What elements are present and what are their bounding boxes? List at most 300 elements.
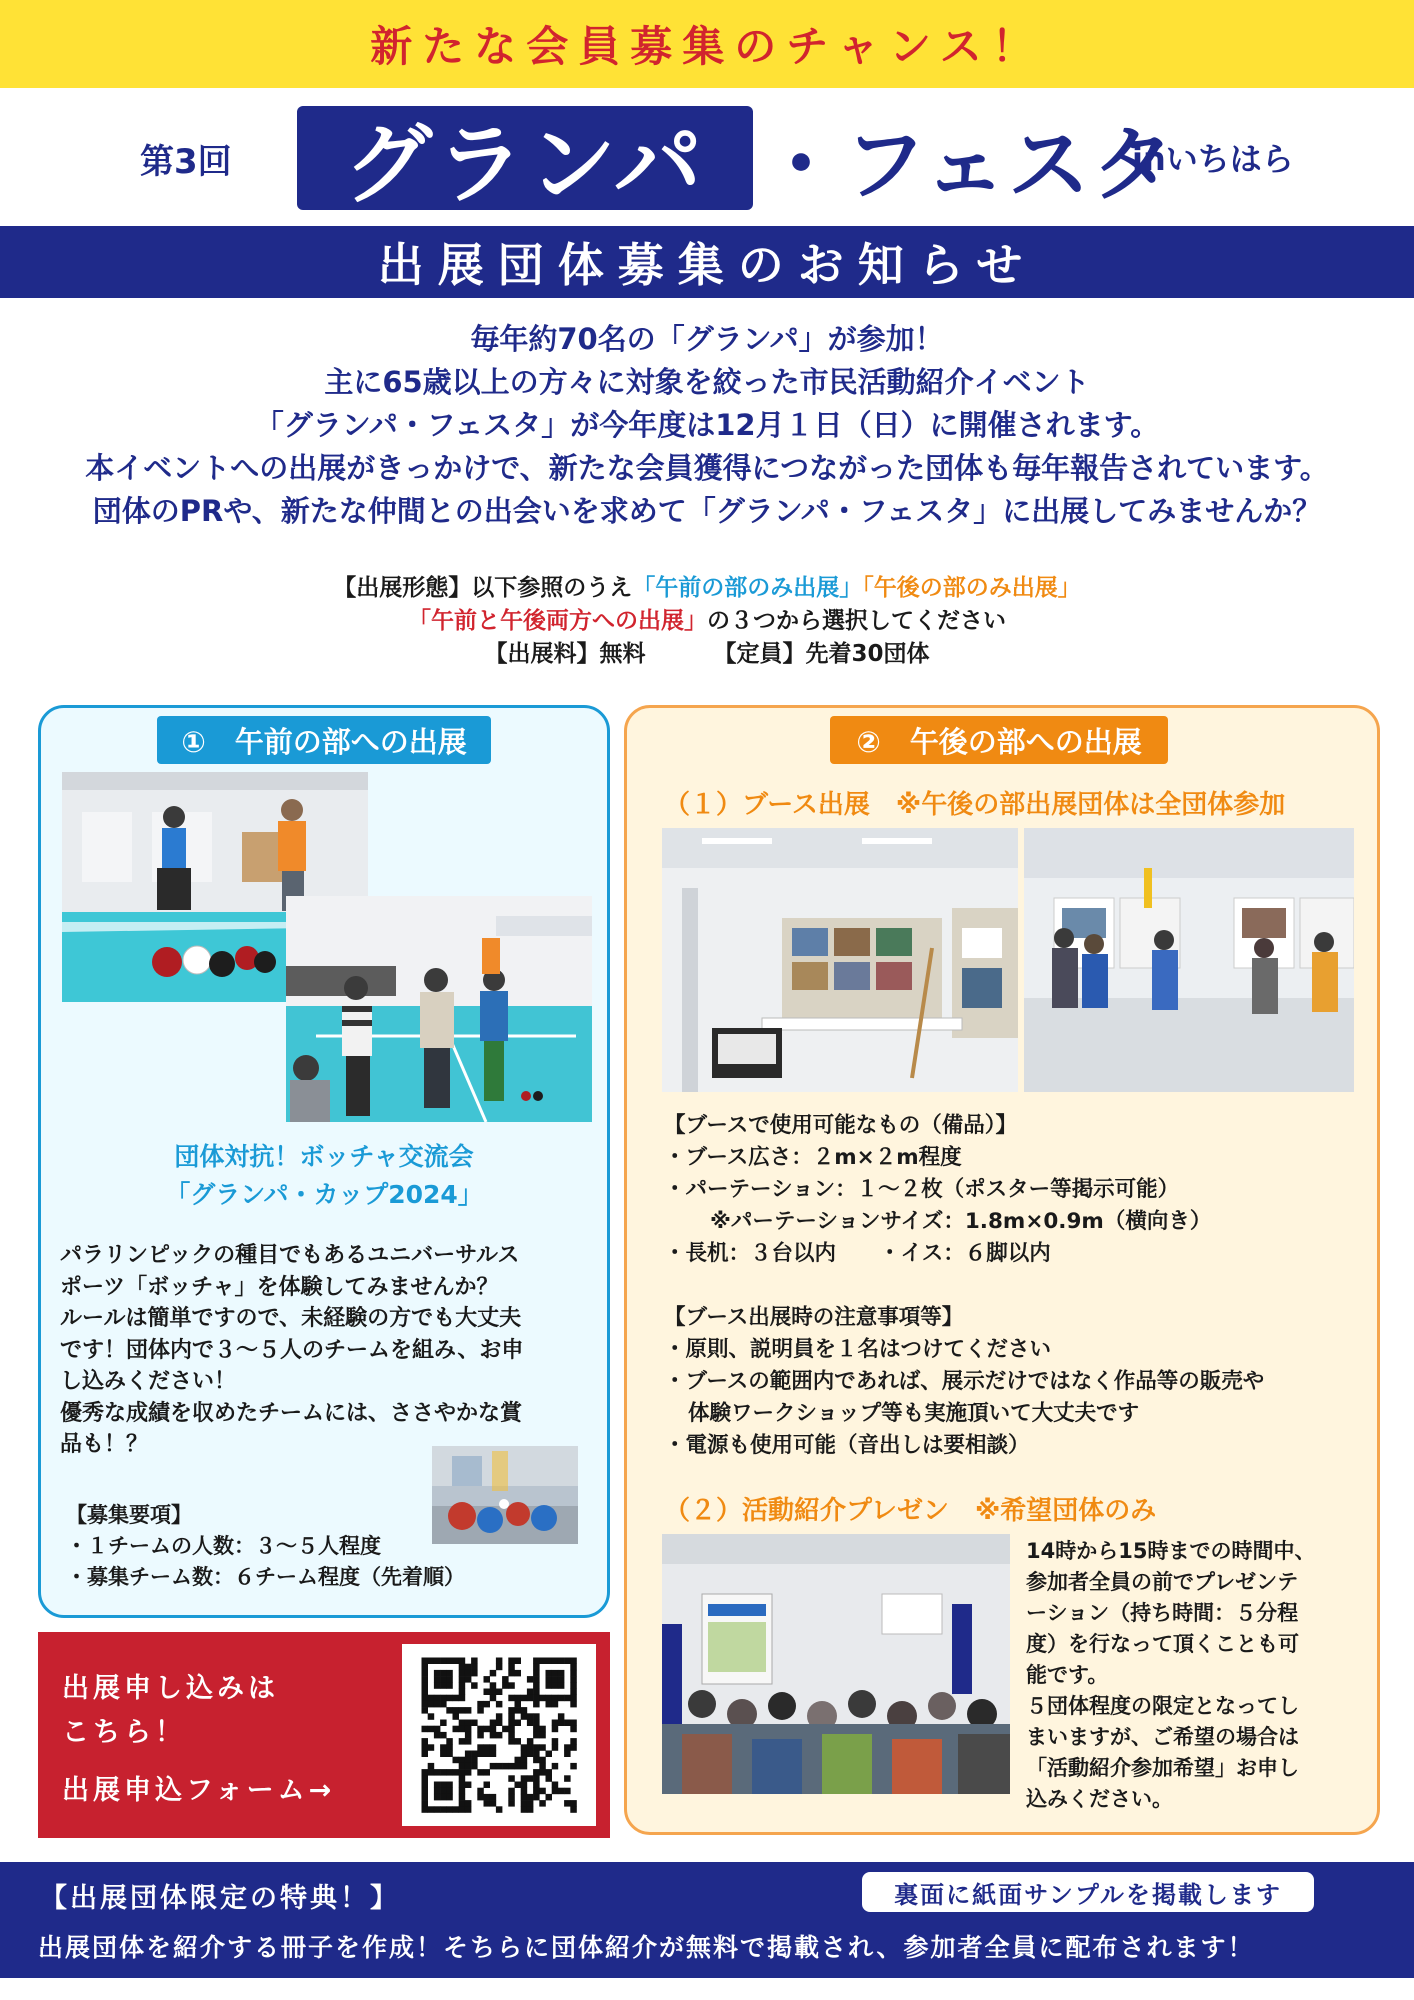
qr-module [552, 1670, 559, 1677]
qr-module [459, 1695, 466, 1702]
qr-module [564, 1695, 571, 1702]
qr-module [552, 1658, 559, 1665]
qr-module [570, 1676, 577, 1683]
qr-module [496, 1720, 503, 1727]
qr-module [564, 1788, 571, 1795]
qr-module [440, 1782, 447, 1789]
qr-module [552, 1726, 559, 1733]
recruit-item: ・募集チーム数：６チーム程度（先着順） [66, 1565, 465, 1589]
qr-module [434, 1695, 441, 1702]
qr-module [527, 1794, 534, 1801]
event-title-line-1: 団体対抗！ボッチャ交流会 [174, 1142, 474, 1171]
qr-module [564, 1775, 571, 1782]
apply-line-1: 出展申し込みは [62, 1673, 279, 1704]
qr-module [471, 1720, 478, 1727]
qr-module [508, 1707, 515, 1714]
qr-module [546, 1658, 553, 1665]
qr-module [440, 1769, 447, 1776]
qr-module [570, 1664, 577, 1671]
qr-module [490, 1800, 497, 1807]
intro-text [20, 318, 1394, 533]
qr-module [434, 1658, 441, 1665]
qr-module [539, 1769, 546, 1776]
qr-module [422, 1775, 429, 1782]
qr-module [539, 1763, 546, 1770]
qr-module [440, 1695, 447, 1702]
qr-module [570, 1806, 577, 1813]
qr-module [484, 1751, 491, 1758]
qr-module [434, 1670, 441, 1677]
qr-module [564, 1658, 571, 1665]
notice-bar [0, 226, 1414, 298]
presen-line: 14時から15時までの時間中、 [1026, 1539, 1316, 1563]
qr-module [508, 1695, 515, 1702]
qr-module [446, 1738, 453, 1745]
qr-module [440, 1720, 447, 1727]
qr-module [533, 1676, 540, 1683]
qr-module [533, 1757, 540, 1764]
qr-module [440, 1682, 447, 1689]
presentation-photo [662, 1534, 1010, 1794]
qr-module [471, 1658, 478, 1665]
qr-module [533, 1794, 540, 1801]
qr-module [459, 1689, 466, 1696]
qr-module [484, 1701, 491, 1708]
presen-line: 度）を行なって頂くことも可 [1026, 1632, 1299, 1656]
qr-module [496, 1713, 503, 1720]
qr-module [527, 1713, 534, 1720]
logo-rest-text: ・フェスタ [760, 117, 1176, 213]
qr-module [570, 1726, 577, 1733]
qr-module [564, 1800, 571, 1807]
qr-module [477, 1788, 484, 1795]
qr-module [508, 1800, 515, 1807]
qr-module [484, 1794, 491, 1801]
qr-module [465, 1763, 472, 1770]
booth-photo-2 [1024, 828, 1354, 1092]
title-row [0, 96, 1414, 226]
intro-line: 毎年約70名の「グランパ」が参加！ [470, 322, 944, 356]
qr-module [533, 1732, 540, 1739]
qr-module [552, 1695, 559, 1702]
qr-module [465, 1782, 472, 1789]
qr-module [484, 1782, 491, 1789]
qr-module [570, 1701, 577, 1708]
sample-badge [862, 1872, 1314, 1912]
qr-module [428, 1769, 435, 1776]
qr-module [484, 1726, 491, 1733]
equipment-item: ※パーテーションサイズ：1.8m×0.9m（横向き） [710, 1209, 1212, 1234]
qr-module [533, 1751, 540, 1758]
qr-module [459, 1757, 466, 1764]
presen-line: 「活動紹介参加希望」お申し [1026, 1756, 1299, 1780]
qr-module [515, 1707, 522, 1714]
qr-module [515, 1701, 522, 1708]
qr-module [440, 1751, 447, 1758]
qr-module [459, 1794, 466, 1801]
qr-module [465, 1726, 472, 1733]
qr-module [558, 1658, 565, 1665]
qr-module [471, 1751, 478, 1758]
equipment-item: ・長机：３台以内 ・イス：６脚以内 [664, 1241, 1051, 1266]
desc-line: パラリンピックの種目でもあるユニバーサルス [60, 1243, 520, 1268]
qr-module [422, 1751, 429, 1758]
equipment-item: ・ブース広さ：２m×２m程度 [664, 1145, 962, 1170]
qr-module [515, 1738, 522, 1745]
qr-module [471, 1670, 478, 1677]
qr-module [440, 1701, 447, 1708]
qr-module [484, 1689, 491, 1696]
qr-module [477, 1707, 484, 1714]
qr-module [490, 1744, 497, 1751]
qr-module [422, 1744, 429, 1751]
banner-text: 新たな会員募集のチャンス！ [370, 22, 1044, 71]
qr-module [434, 1769, 441, 1776]
qr-module [496, 1806, 503, 1813]
qr-module [459, 1788, 466, 1795]
qr-module [484, 1769, 491, 1776]
qr-module [446, 1744, 453, 1751]
qr-module [446, 1682, 453, 1689]
qr-module [422, 1769, 429, 1776]
qr-module [465, 1670, 472, 1677]
form-tail: の３つから選択してください [707, 608, 1006, 634]
qr-module [422, 1788, 429, 1795]
qr-module [453, 1726, 460, 1733]
qr-module [434, 1726, 441, 1733]
qr-module [546, 1670, 553, 1677]
qr-module [440, 1670, 447, 1677]
qr-module [539, 1658, 546, 1665]
qr-module [446, 1769, 453, 1776]
qr-module [527, 1751, 534, 1758]
apply-line-2: こちら！ [62, 1717, 186, 1748]
desc-line: し込みください！ [60, 1369, 237, 1394]
qr-module [508, 1788, 515, 1795]
apply-form-link[interactable]: 出展申込フォーム→ [62, 1775, 336, 1806]
qr-module [484, 1676, 491, 1683]
qr-module [440, 1794, 447, 1801]
qr-module [564, 1720, 571, 1727]
qr-module [508, 1726, 515, 1733]
notes-item: ・電源も使用可能（音出しは要相談） [664, 1433, 1030, 1458]
presentation-text [1026, 1536, 1356, 1815]
qr-module [508, 1738, 515, 1745]
qr-module [508, 1720, 515, 1727]
qr-module [521, 1788, 528, 1795]
qr-module [558, 1713, 565, 1720]
qr-module [465, 1664, 472, 1671]
benefit-bar [0, 1862, 1414, 1978]
qr-module [496, 1689, 503, 1696]
booth-heading: （１）ブース出展 ※午後の部出展団体は全団体参加 [664, 790, 1286, 820]
qr-module [502, 1682, 509, 1689]
qr-module [422, 1689, 429, 1696]
qr-module [446, 1695, 453, 1702]
qr-module [515, 1782, 522, 1789]
recruit-item: ・１チームの人数：３～５人程度 [66, 1534, 381, 1558]
qr-module [459, 1658, 466, 1665]
qr-module [446, 1658, 453, 1665]
qr-module [453, 1806, 460, 1813]
qr-module [527, 1689, 534, 1696]
qr-module [533, 1720, 540, 1727]
qr-module [453, 1658, 460, 1665]
qr-module [484, 1800, 491, 1807]
qr-module [521, 1782, 528, 1789]
qr-module [558, 1670, 565, 1677]
qr-module [533, 1775, 540, 1782]
qr-module [539, 1744, 546, 1751]
fee-label: 【出展料】無料 [484, 641, 646, 667]
notice-title: 出展団体募集のお知らせ [377, 238, 1037, 292]
qr-module [521, 1806, 528, 1813]
qr-module [539, 1732, 546, 1739]
qr-module [446, 1707, 453, 1714]
presen-line: 込みください。 [1026, 1787, 1173, 1811]
qr-module [570, 1682, 577, 1689]
intro-line: 「グランパ・フェスタ」が今年度は12月１日（日）に開催されます。 [254, 408, 1160, 442]
qr-module [533, 1713, 540, 1720]
equipment-head: 【ブースで使用可能なもの（備品）】 [664, 1113, 1018, 1138]
qr-module [477, 1732, 484, 1739]
exhibit-form-info [40, 572, 1374, 671]
desc-line: 優秀な成績を収めたチームには、ささやかな賞 [60, 1400, 523, 1426]
qr-module [533, 1670, 540, 1677]
qr-module [552, 1682, 559, 1689]
qr-module [453, 1757, 460, 1764]
qr-module [459, 1670, 466, 1677]
qr-module [502, 1763, 509, 1770]
qr-module [552, 1676, 559, 1683]
qr-module [446, 1751, 453, 1758]
qr-module [465, 1806, 472, 1813]
option-both: 「午前と午後両方への出展」 [408, 608, 707, 634]
qr-module [527, 1720, 534, 1727]
qr-module [453, 1713, 460, 1720]
qr-module [465, 1676, 472, 1683]
qr-module [515, 1720, 522, 1727]
qr-module [434, 1732, 441, 1739]
qr-module [570, 1763, 577, 1770]
edition-label: 第3回 [140, 142, 232, 182]
qr-module [440, 1658, 447, 1665]
recruit-head: 【募集要項】 [66, 1503, 192, 1527]
notes-head: 【ブース出展時の注意事項等】 [664, 1305, 964, 1330]
intro-line: 団体のPRや、新たな仲間との出会いを求めて「グランパ・フェスタ」に出展してみませんか？ [92, 494, 1322, 528]
qr-module [521, 1763, 528, 1770]
qr-module [570, 1658, 577, 1665]
desc-line: ポーツ「ボッチャ」を体験してみませんか？ [60, 1274, 499, 1300]
qr-module [546, 1751, 553, 1758]
qr-module [490, 1726, 497, 1733]
qr-module [508, 1670, 515, 1677]
logo-main-text: グランパ [344, 113, 706, 216]
qr-module [552, 1782, 559, 1789]
qr-module [422, 1670, 429, 1677]
qr-module [459, 1738, 466, 1745]
qr-module [465, 1707, 472, 1714]
qr-module [422, 1676, 429, 1683]
qr-module [434, 1794, 441, 1801]
qr-module [446, 1676, 453, 1683]
presen-line: ５団体程度の限定となってし [1026, 1694, 1299, 1718]
qr-module [428, 1701, 435, 1708]
event-title-line-2: 「グランパ・カップ2024」 [165, 1180, 483, 1209]
qr-module [465, 1751, 472, 1758]
qr-module [465, 1738, 472, 1745]
qr-module [459, 1676, 466, 1683]
qr-module [533, 1695, 540, 1702]
qr-module [465, 1757, 472, 1764]
qr-module [496, 1658, 503, 1665]
qr-module [490, 1695, 497, 1702]
boccia-photo-2 [286, 896, 592, 1122]
qr-module [533, 1689, 540, 1696]
qr-module [459, 1726, 466, 1733]
qr-module [453, 1769, 460, 1776]
benefit-text: 出展団体を紹介する冊子を作成！そちらに団体紹介が無料で掲載され、参加者全員に配布されます！ [38, 1933, 1255, 1962]
qr-module [496, 1763, 503, 1770]
event-description [60, 1240, 588, 1461]
qr-module [434, 1788, 441, 1795]
qr-module [471, 1664, 478, 1671]
qr-module [422, 1782, 429, 1789]
qr-module [508, 1794, 515, 1801]
qr-module [552, 1788, 559, 1795]
apply-box [38, 1632, 610, 1838]
qr-module [539, 1695, 546, 1702]
qr-module [434, 1701, 441, 1708]
qr-module [465, 1800, 472, 1807]
qr-module [440, 1788, 447, 1795]
qr-module [546, 1775, 553, 1782]
qr-module [558, 1682, 565, 1689]
qr-module [422, 1806, 429, 1813]
qr-module [459, 1682, 466, 1689]
qr-module [564, 1744, 571, 1751]
qr-module [552, 1744, 559, 1751]
qr-module [490, 1682, 497, 1689]
qr-module [521, 1751, 528, 1758]
desc-line: ルールは簡単ですので、未経験の方でも大丈夫 [60, 1306, 522, 1331]
qr-module [521, 1800, 528, 1807]
top-banner [0, 0, 1414, 88]
qr-module [422, 1701, 429, 1708]
qr-module [546, 1682, 553, 1689]
equipment-item: ・パーテーション：１～２枚（ポスター等掲示可能） [664, 1177, 1180, 1202]
qr-module [422, 1682, 429, 1689]
qr-module [533, 1682, 540, 1689]
qr-module [440, 1732, 447, 1739]
qr-code[interactable] [402, 1644, 596, 1826]
qr-module [422, 1738, 429, 1745]
qr-module [508, 1682, 515, 1689]
qr-module [496, 1701, 503, 1708]
qr-module [484, 1744, 491, 1751]
qr-module [515, 1695, 522, 1702]
qr-module [502, 1726, 509, 1733]
qr-module [459, 1782, 466, 1789]
qr-module [459, 1800, 466, 1807]
qr-module [521, 1794, 528, 1801]
qr-module [533, 1658, 540, 1665]
qr-module [533, 1726, 540, 1733]
qr-module [539, 1757, 546, 1764]
qr-module [527, 1738, 534, 1745]
qr-module [508, 1658, 515, 1665]
qr-module [471, 1757, 478, 1764]
qr-module [490, 1794, 497, 1801]
qr-module [477, 1769, 484, 1776]
qr-module [434, 1806, 441, 1813]
qr-module [422, 1726, 429, 1733]
intro-line: 主に65歳以上の方々に対象を絞った市民活動紹介イベント [324, 365, 1090, 399]
qr-module [440, 1676, 447, 1683]
qr-module [446, 1788, 453, 1795]
qr-module [440, 1806, 447, 1813]
qr-module [533, 1744, 540, 1751]
qr-module [477, 1751, 484, 1758]
qr-module [502, 1676, 509, 1683]
qr-module [422, 1707, 429, 1714]
qr-module [515, 1757, 522, 1764]
qr-module [422, 1658, 429, 1665]
qr-module [477, 1794, 484, 1801]
qr-module [453, 1707, 460, 1714]
qr-module [434, 1682, 441, 1689]
qr-module [552, 1720, 559, 1727]
qr-module [539, 1726, 546, 1733]
qr-module [546, 1701, 553, 1708]
qr-module [558, 1788, 565, 1795]
qr-module [459, 1775, 466, 1782]
desc-line: です！団体内で３～５人のチームを組み、お申 [60, 1337, 524, 1363]
qr-module [533, 1782, 540, 1789]
qr-module [515, 1670, 522, 1677]
equipment-section [664, 1110, 1354, 1462]
qr-module [539, 1800, 546, 1807]
qr-module [521, 1744, 528, 1751]
qr-module [521, 1695, 528, 1702]
qr-module [477, 1701, 484, 1708]
qr-module [428, 1744, 435, 1751]
qr-module [428, 1726, 435, 1733]
qr-module [570, 1800, 577, 1807]
sample-badge-text: 裏面に紙面サンプルを掲載します [894, 1880, 1282, 1909]
recruit-section [66, 1500, 566, 1593]
qr-module [570, 1720, 577, 1727]
presen-heading: （２）活動紹介プレゼン ※希望団体のみ [664, 1496, 1157, 1526]
qr-module [459, 1806, 466, 1813]
location-label: inいちはら [1132, 140, 1294, 178]
qr-module [558, 1676, 565, 1683]
qr-module [527, 1676, 534, 1683]
qr-module [446, 1670, 453, 1677]
qr-module [527, 1775, 534, 1782]
qr-module [477, 1726, 484, 1733]
qr-module [428, 1713, 435, 1720]
qr-module [434, 1782, 441, 1789]
qr-module [459, 1769, 466, 1776]
afternoon-heading-text: ② 午後の部への出展 [856, 724, 1142, 759]
presen-line: ーション（持ち時間：５分程 [1026, 1601, 1299, 1625]
qr-module [422, 1664, 429, 1671]
qr-module [496, 1732, 503, 1739]
qr-module [570, 1670, 577, 1677]
qr-module [521, 1757, 528, 1764]
qr-module [471, 1682, 478, 1689]
